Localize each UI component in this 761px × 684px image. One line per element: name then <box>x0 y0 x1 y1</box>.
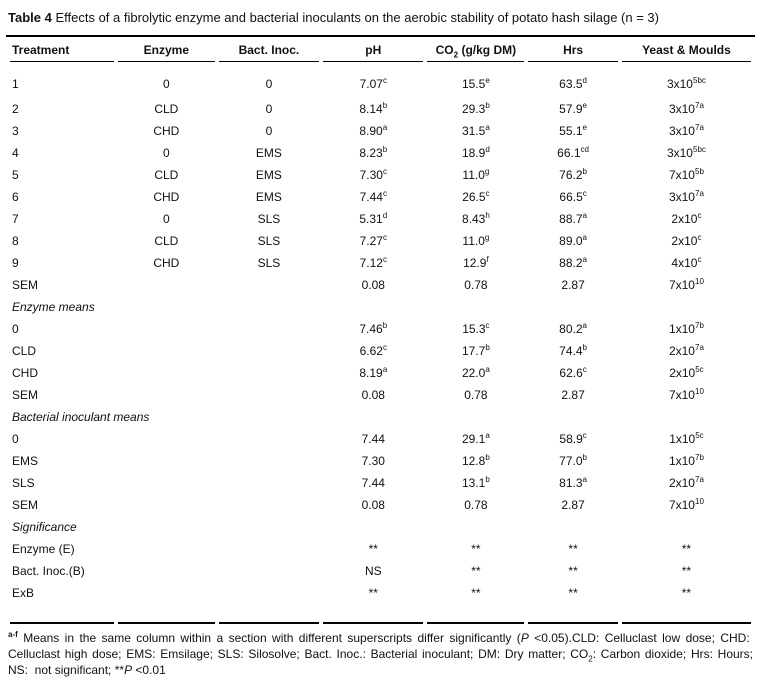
column-header-hrs: Hrs <box>528 37 618 62</box>
cell-hrs: 88.7$^a$ <box>559 210 587 226</box>
table-row <box>10 582 751 624</box>
table-row <box>10 252 751 274</box>
section-row <box>10 516 751 538</box>
cell-co2: 26.5$^c$ <box>462 188 490 204</box>
cell-yeast-moulds: ** <box>681 541 692 556</box>
cell-co2: 29.1$^a$ <box>461 430 490 446</box>
cell-hrs: ** <box>568 563 578 578</box>
cell-bact-inoc <box>219 362 319 384</box>
cell-yeast-moulds: $7x10^{5b}$ <box>668 166 704 182</box>
cell-hrs: 63.5$^d$ <box>559 75 587 91</box>
cell-yeast-moulds: $3x10^{5bc}$ <box>666 75 706 91</box>
cell-bact-inoc: EMS <box>255 189 282 204</box>
section-label: Enzyme means <box>12 299 95 314</box>
cell-co2: 12.8$^b$ <box>461 452 490 468</box>
cell-treatment: Enzyme (E) <box>12 541 75 556</box>
cell-co2: 0.78 <box>464 277 488 292</box>
cell-treatment: 5 <box>12 167 19 182</box>
table-row <box>10 428 751 450</box>
cell-yeast-moulds: $1x10^{7b}$ <box>668 452 704 468</box>
table-row <box>10 62 751 98</box>
table-row <box>10 384 751 406</box>
cell-enzyme <box>118 538 215 560</box>
cell-co2: 15.5e <box>461 75 490 91</box>
cell-bact-inoc: 0 <box>265 123 273 138</box>
cell-treatment: 0 <box>12 321 19 336</box>
table-row <box>10 164 751 186</box>
cell-hrs: 89.0$^a$ <box>559 232 587 248</box>
cell-hrs: 2.87 <box>561 387 585 402</box>
cell-co2: 15.3$^c$ <box>462 320 490 336</box>
cell-yeast-moulds: ** <box>681 563 692 578</box>
cell-treatment: SEM <box>12 497 39 512</box>
cell-co2: 18.9$^d$ <box>461 144 490 160</box>
cell-hrs: 57.9e <box>559 100 587 116</box>
cell-co2: ** <box>427 582 524 624</box>
cell-treatment: 3 <box>12 123 19 138</box>
cell-ph: 0.08 <box>361 497 385 512</box>
table-row <box>10 230 751 252</box>
cell-treatment: 4 <box>12 145 19 160</box>
cell-yeast-moulds: $3x10^{5bc}$ <box>666 144 706 160</box>
cell-ph: 7.44 <box>361 431 385 446</box>
cell-yeast-moulds: $7x10^{10}$ <box>668 496 704 512</box>
cell-bact-inoc <box>219 538 319 560</box>
cell-yeast-moulds: $3x10^{7a}$ <box>668 100 704 116</box>
cell-yeast-moulds: ** <box>622 582 751 624</box>
cell-co2: ** <box>471 541 481 556</box>
table-row <box>10 494 751 516</box>
cell-treatment: SLS <box>12 475 35 490</box>
table-row <box>10 98 751 120</box>
cell-yeast-moulds: $2x10^{7a}$ <box>668 342 704 358</box>
cell-co2: 12.9$^f$ <box>463 254 489 270</box>
table-row <box>10 274 751 296</box>
cell-treatment: 6 <box>12 189 19 204</box>
cell-ph: 6.62$^c$ <box>359 342 387 358</box>
cell-enzyme: 0 <box>163 211 170 226</box>
cell-yeast-moulds: $1x10^{5c}$ <box>669 430 704 446</box>
table-row <box>10 208 751 230</box>
cell-enzyme <box>118 274 215 296</box>
cell-enzyme <box>118 384 215 406</box>
cell-bact-inoc: SLS <box>257 255 281 270</box>
table-header-row <box>10 37 751 62</box>
table-row <box>10 340 751 362</box>
section-row <box>10 406 751 428</box>
cell-yeast-moulds: $2x10^{5c}$ <box>669 364 704 380</box>
cell-co2: 11.0$^g$ <box>462 232 490 248</box>
cell-ph: 0.08 <box>361 387 385 402</box>
cell-hrs: ** <box>528 582 618 624</box>
table-row <box>10 186 751 208</box>
cell-enzyme: CLD <box>154 233 179 248</box>
cell-enzyme: CLD <box>154 101 179 116</box>
cell-ph: 8.14$^b$ <box>359 100 388 116</box>
cell-enzyme <box>118 362 215 384</box>
cell-ph: 7.44$^c$ <box>359 188 387 204</box>
cell-bact-inoc <box>219 494 319 516</box>
cell-hrs: 2.87 <box>561 277 585 292</box>
cell-hrs: 81.3$^a$ <box>559 474 587 490</box>
cell-ph: 7.30 <box>361 453 385 468</box>
cell-ph: 8.19$^a$ <box>359 364 388 380</box>
cell-hrs: 2.87 <box>561 497 585 512</box>
cell-yeast-moulds: 2x10$^c$ <box>671 210 702 226</box>
cell-treatment: ExB <box>10 582 114 624</box>
table-row <box>10 450 751 472</box>
cell-bact-inoc <box>219 472 319 494</box>
cell-co2: ** <box>471 563 481 578</box>
cell-yeast-moulds: 4x10$^c$ <box>671 254 702 270</box>
cell-enzyme: CLD <box>154 167 179 182</box>
cell-treatment: 2 <box>12 101 19 116</box>
cell-enzyme <box>118 450 215 472</box>
cell-bact-inoc <box>219 318 319 340</box>
table-row <box>10 142 751 164</box>
table-row <box>10 318 751 340</box>
cell-enzyme: CHD <box>153 189 180 204</box>
cell-enzyme: CHD <box>153 255 180 270</box>
cell-treatment: CLD <box>12 343 37 358</box>
cell-enzyme <box>118 560 215 582</box>
table-caption-label: Table 4 <box>8 10 52 25</box>
cell-co2: 0.78 <box>464 497 488 512</box>
cell-ph: 7.27$^c$ <box>359 232 387 248</box>
cell-ph: 8.90$^a$ <box>359 122 388 138</box>
cell-enzyme: 0 <box>163 76 170 91</box>
cell-hrs: 58.9$^c$ <box>559 430 587 446</box>
cell-enzyme <box>118 472 215 494</box>
section-label: Bacterial inoculant means <box>12 409 150 424</box>
cell-hrs: 66.1$^{cd}$ <box>557 144 589 160</box>
cell-treatment: SEM <box>12 277 39 292</box>
section-label: Significance <box>12 519 77 534</box>
cell-bact-inoc <box>219 450 319 472</box>
cell-bact-inoc: SLS <box>257 233 281 248</box>
cell-bact-inoc <box>219 582 319 624</box>
cell-bact-inoc: EMS <box>255 167 282 182</box>
cell-bact-inoc: 0 <box>265 76 273 91</box>
cell-enzyme: CHD <box>153 123 180 138</box>
cell-enzyme <box>118 582 215 624</box>
cell-hrs: 55.1e <box>559 122 587 138</box>
cell-hrs: 66.5$^c$ <box>559 188 587 204</box>
cell-hrs: 80.2$^a$ <box>559 320 587 336</box>
cell-hrs: 74.4$^b$ <box>559 342 587 358</box>
cell-ph: 8.23$^b$ <box>359 144 388 160</box>
table-row <box>10 362 751 384</box>
cell-bact-inoc <box>219 274 319 296</box>
cell-hrs: ** <box>568 541 578 556</box>
results-table <box>6 35 755 624</box>
column-header-co2: $CO_2$ (g/kg DM) <box>427 37 524 62</box>
cell-ph: 0.08 <box>361 277 385 292</box>
cell-treatment: EMS <box>12 453 39 468</box>
cell-enzyme: 0 <box>163 145 170 160</box>
cell-yeast-moulds: $2x10^{7a}$ <box>668 474 704 490</box>
column-header-yeast-moulds: Yeast & Moulds <box>622 37 751 62</box>
cell-treatment: 9 <box>12 255 19 270</box>
cell-treatment: SEM <box>12 387 39 402</box>
cell-yeast-moulds: $7x10^{10}$ <box>668 386 704 402</box>
cell-ph: ** <box>323 582 423 624</box>
cell-yeast-moulds: $7x10^{10}$ <box>668 276 704 292</box>
column-header-treatment: Treatment <box>10 37 114 62</box>
cell-hrs: 88.2$^a$ <box>559 254 587 270</box>
cell-ph: 7.30$^c$ <box>359 166 387 182</box>
cell-bact-inoc <box>219 428 319 450</box>
cell-enzyme <box>118 318 215 340</box>
cell-bact-inoc <box>219 340 319 362</box>
cell-co2: 17.7$^b$ <box>461 342 490 358</box>
table-row <box>10 560 751 582</box>
cell-bact-inoc <box>219 384 319 406</box>
cell-bact-inoc: 0 <box>265 101 273 116</box>
section-row <box>10 296 751 318</box>
cell-yeast-moulds: 2x10$^c$ <box>671 232 702 248</box>
cell-bact-inoc: EMS <box>255 145 282 160</box>
cell-enzyme <box>118 428 215 450</box>
table-caption-text: Effects of a fibrolytic enzyme and bacterial inoculants on the aerobic stability of potato hash silage (n = 3) <box>55 10 659 25</box>
cell-treatment: 7 <box>12 211 19 226</box>
table-caption <box>8 8 753 28</box>
cell-treatment: 8 <box>12 233 19 248</box>
cell-co2: 29.3$^b$ <box>461 100 490 116</box>
column-header-ph: pH <box>323 37 423 62</box>
table-row <box>10 472 751 494</box>
cell-enzyme <box>118 340 215 362</box>
cell-bact-inoc <box>219 560 319 582</box>
cell-treatment: CHD <box>12 365 38 380</box>
table-footnote: $^{a-f}$ Means in the same column within a section with different superscripts differ significantly (P <0.05).CLD: Celluclast low dose; CHD: Celluclast high dose; EMS: Emsilage; SLS: Silosolve; Bact. Inoc.: Bacterial inoculant; DM: Dry matter; $CO_2$: Carbon dioxide; Hrs: Hours; NS: not significant; **P <0.01 <box>8 629 754 678</box>
cell-treatment: 1 <box>12 76 19 91</box>
table-row <box>10 538 751 560</box>
cell-hrs: 77.0$^b$ <box>559 452 587 468</box>
cell-ph: 7.12$^c$ <box>359 254 387 270</box>
column-header-bact-inoc: Bact. Inoc. <box>219 37 319 62</box>
cell-ph: NS <box>364 563 382 578</box>
cell-ph: ** <box>368 541 378 556</box>
cell-yeast-moulds: $3x10^{7a}$ <box>668 188 704 204</box>
cell-hrs: 76.2$^b$ <box>559 166 587 182</box>
cell-ph: 7.07$^c$ <box>359 75 387 91</box>
cell-co2: 0.78 <box>464 387 488 402</box>
cell-ph: 7.46$^b$ <box>359 320 388 336</box>
cell-enzyme <box>118 494 215 516</box>
cell-ph: 5.31$^d$ <box>359 210 388 226</box>
cell-bact-inoc: SLS <box>257 211 281 226</box>
cell-ph: 7.44 <box>361 475 385 490</box>
cell-yeast-moulds: $3x10^{7a}$ <box>668 122 704 138</box>
cell-treatment: Bact. Inoc.(B) <box>12 563 85 578</box>
cell-yeast-moulds: $1x10^{7b}$ <box>668 320 704 336</box>
column-header-enzyme: Enzyme <box>118 37 215 62</box>
cell-hrs: 62.6$^c$ <box>559 364 587 380</box>
cell-co2: 22.0$^a$ <box>461 364 490 380</box>
cell-co2: 31.5$^a$ <box>461 122 490 138</box>
cell-co2: 13.1$^b$ <box>461 474 490 490</box>
cell-co2: 8.43$^h$ <box>461 210 490 226</box>
table-row <box>10 120 751 142</box>
cell-co2: 11.0$^g$ <box>462 166 490 182</box>
cell-treatment: 0 <box>12 431 19 446</box>
